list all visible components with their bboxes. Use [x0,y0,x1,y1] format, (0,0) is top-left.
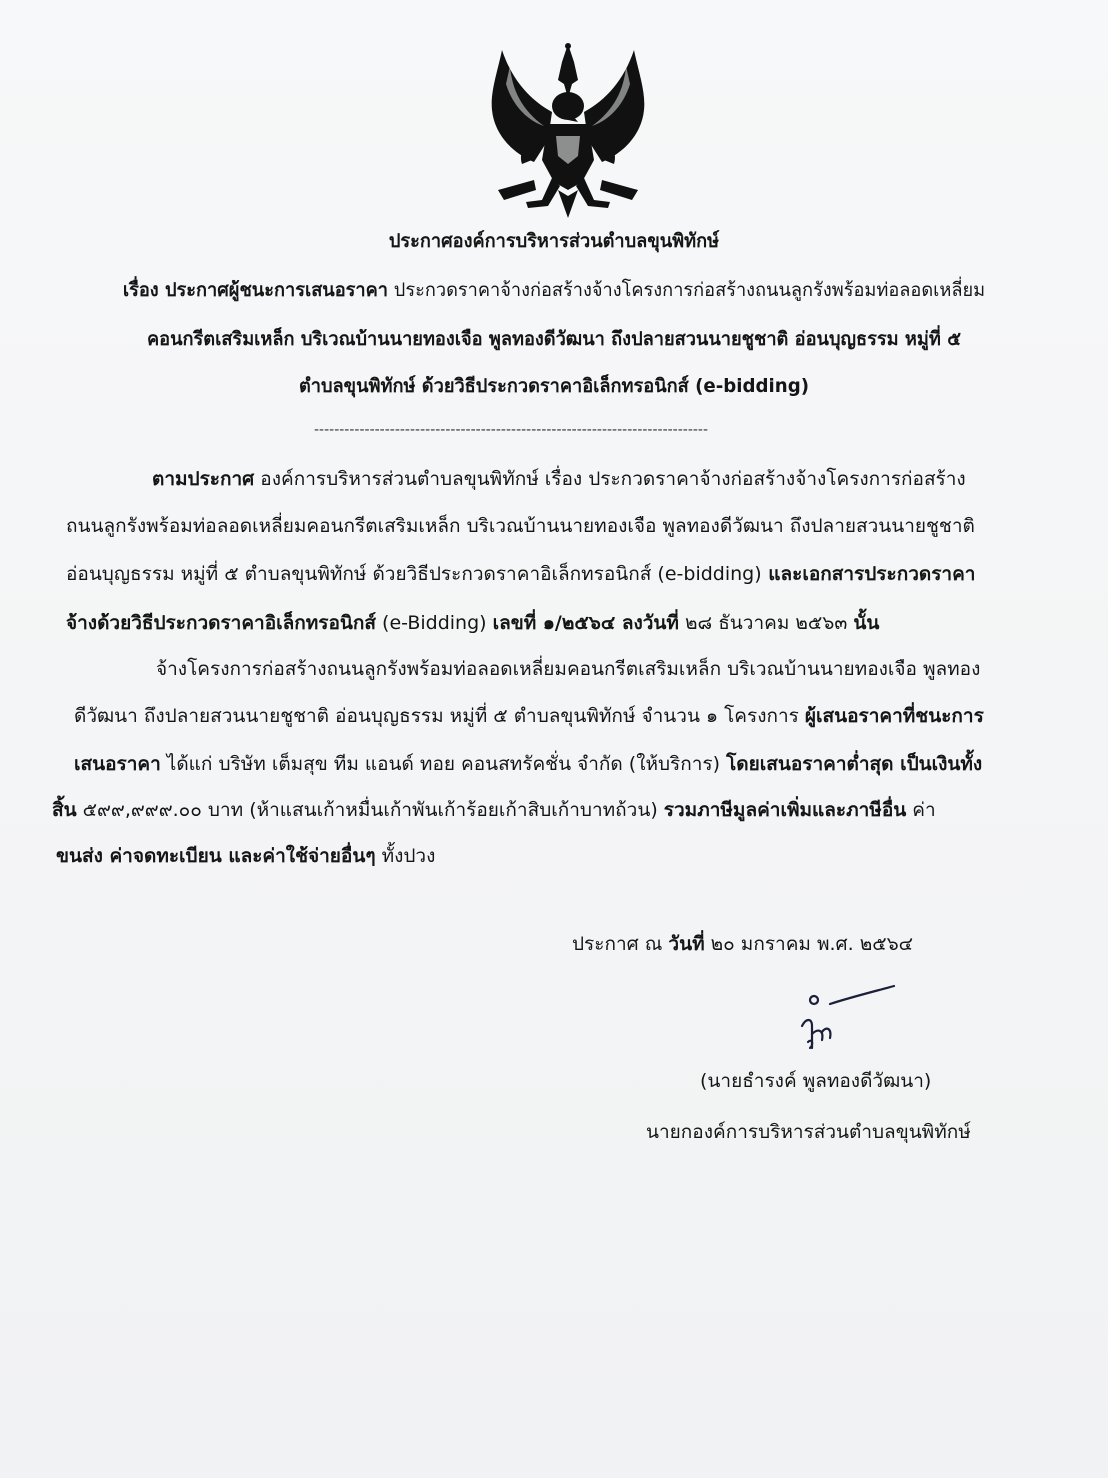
subject-line-2: คอนกรีตเสริมเหล็ก บริเวณบ้านนายทองเจือ พูลทองดีวัฒนา ถึงปลายสวนนายชูชาติ อ่อนบุญธรรม หมู่ที่ ๕ [147,328,961,350]
p1-l4-bold-b: เลขที่ ๑/๒๕๖๔ ลงวันที่ [492,612,679,634]
paragraph-1-line-3 [66,561,975,587]
p2-l4-bold-a: สิ้น [52,799,77,821]
p2-l2-normal: ดีวัฒนา ถึงปลายสวนนายชูชาติ อ่อนบุญธรรม หมู่ที่ ๕ ตำบลขุนพิทักษ์ จำนวน ๑ โครงการ [74,705,805,727]
paragraph-1-line-3-lead: อ่อนบุญธรรม หมู่ที่ ๕ ตำบลขุนพิทักษ์ ด้วยวิธีประกวดราคาอิเล็กทรอนิกส์ (e-bidding) [66,563,762,585]
p1-l4-normal-b: ๒๘ ธันวาคม ๒๕๖๓ [678,612,854,634]
paragraph-2-line-3 [74,751,982,777]
p1-l4-normal: (e-Bidding) [376,612,493,634]
announcement-title: ประกาศองค์การบริหารส่วนตำบลขุนพิทักษ์ [388,230,720,252]
p1-l4-bold-a: จ้างด้วยวิธีประกวดราคาอิเล็กทรอนิกส์ [66,612,377,634]
date-bold: วันที่ [668,933,705,955]
p1-l4-bold-c: นั้น [853,612,880,634]
p2-l4-normal: ๕๙๙,๙๙๙.๐๐ บาท (ห้าแสนเก้าหมื่นเก้าพันเก้าร้อยเก้าสิบเก้าบาทถ้วน) [76,799,664,821]
paragraph-1-line-1-rest: องค์การบริหารส่วนตำบลขุนพิทักษ์ เรื่อง ประกวดราคาจ้างก่อสร้างจ้างโครงการก่อสร้าง [254,468,966,490]
paragraph-1-lead: ตามประกาศ [152,468,255,490]
p2-l4-tail: ค่า [906,799,936,821]
garuda-emblem-icon [482,40,654,220]
date-rest: ๒๐ มกราคม พ.ศ. ๒๕๖๔ [704,933,914,955]
paragraph-2-line-1: จ้างโครงการก่อสร้างถนนลูกรังพร้อมท่อลอดเหลี่ยมคอนกรีตเสริมเหล็ก บริเวณบ้านนายทองเจือ พูลทอง [156,658,981,680]
paragraph-1-line-2: ถนนลูกรังพร้อมท่อลอดเหลี่ยมคอนกรีตเสริมเหล็ก บริเวณบ้านนายทองเจือ พูลทองดีวัฒนา ถึงปลายสวนนายชูชาติ [66,515,975,537]
paragraph-1-line-1 [152,466,966,492]
signer-name: (นายธำรงค์ พูลทองดีวัฒนา) [700,1070,932,1092]
p2-l5-bold: ขนส่ง ค่าจดทะเบียน และค่าใช้จ่ายอื่นๆ [56,845,376,867]
date-lead: ประกาศ ณ [572,933,669,955]
paragraph-1-line-4 [66,610,879,636]
paragraph-2-line-2 [74,703,984,729]
p2-l3-normal: ได้แก่ บริษัท เต็มสุข ทีม แอนด์ ทอย คอนสทรัคชั่น จำกัด (ให้บริการ) [160,753,727,775]
paragraph-1-line-3-bold: และเอกสารประกวดราคา [761,563,976,585]
subject-line-1 [24,277,1084,303]
paragraph-2-line-5 [56,843,435,869]
p2-l4-bold-b: รวมภาษีมูลค่าเพิ่มและภาษีอื่น [663,799,907,821]
header-divider: ------------------------------------------------------------------------------ [314,422,709,438]
paragraph-2-line-4 [52,797,936,823]
announcement-date [572,931,913,957]
subject-line-1-rest: ประกวดราคาจ้างก่อสร้างจ้างโครงการก่อสร้างถนนลูกรังพร้อมท่อลอดเหลี่ยม [388,279,986,301]
signature-mark-icon [788,982,908,1062]
signer-position: นายกองค์การบริหารส่วนตำบลขุนพิทักษ์ [646,1121,971,1143]
p2-l3-bold-a: เสนอราคา [74,753,161,775]
p2-l3-bold-b: โดยเสนอราคาต่ำสุด เป็นเงินทั้ง [726,753,983,775]
p2-l5-normal: ทั้งปวง [375,845,436,867]
p2-l2-bold: ผู้เสนอราคาที่ชนะการ [804,705,984,727]
subject-line-3: ตำบลขุนพิทักษ์ ด้วยวิธีประกวดราคาอิเล็กทรอนิกส์ (e-bidding) [298,375,810,397]
subject-lead: เรื่อง ประกาศผู้ชนะการเสนอราคา [122,279,389,301]
